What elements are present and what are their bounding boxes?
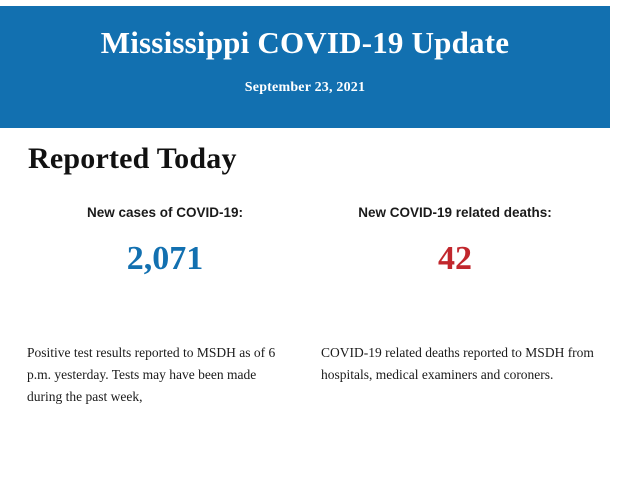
stat-new-deaths-value: 42 bbox=[438, 240, 472, 277]
descriptions-row bbox=[20, 342, 604, 408]
header-banner bbox=[0, 6, 610, 128]
page-title: Mississippi COVID-19 Update bbox=[100, 25, 510, 60]
stat-new-cases-description: Positive test results reported to MSDH as of 6 p.m. yesterday. Tests may have been made during the past week, bbox=[27, 345, 276, 404]
stats-row bbox=[20, 205, 600, 278]
stat-new-cases-label: New cases of COVID-19: bbox=[86, 205, 244, 220]
stat-new-deaths bbox=[310, 205, 600, 278]
stat-new-cases bbox=[20, 205, 310, 278]
stat-new-cases-value: 2,071 bbox=[126, 240, 204, 277]
stat-new-deaths-label: New COVID-19 related deaths: bbox=[358, 205, 552, 220]
stat-new-deaths-description: COVID-19 related deaths reported to MSDH from hospitals, medical examiners and coroners. bbox=[321, 345, 594, 382]
report-date: September 23, 2021 bbox=[244, 80, 366, 95]
section-heading: Reported Today bbox=[28, 142, 237, 175]
